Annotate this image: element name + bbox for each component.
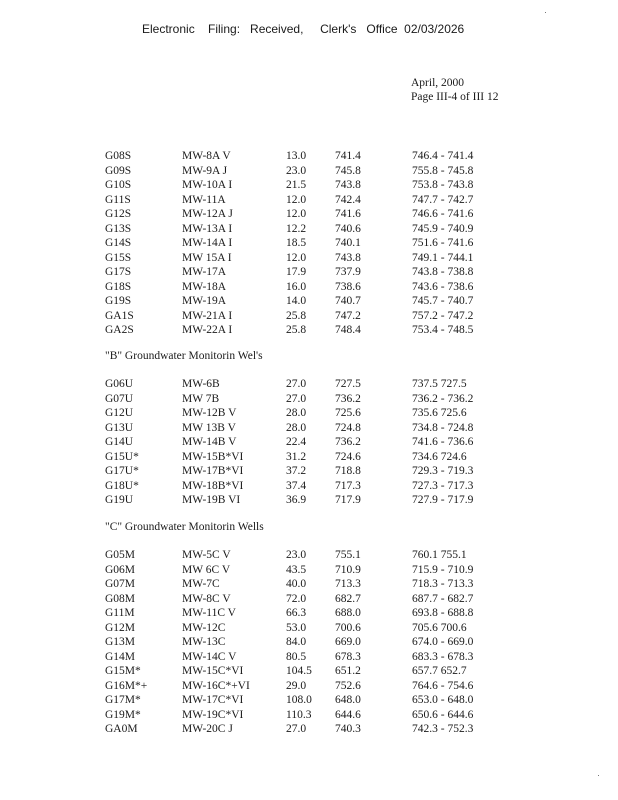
well-name: MW-6B xyxy=(182,378,220,390)
depth-value: 17.9 xyxy=(286,266,307,278)
well-id: G16M*+ xyxy=(105,679,148,692)
electronic-filing-stamp: Electronic Filing: Received, Clerk's Office 02/03/2026 xyxy=(142,22,465,36)
elevation-value: 644.6 xyxy=(335,708,361,721)
depth-value: 27.0 xyxy=(286,378,307,390)
elevation-value: 718.8 xyxy=(335,465,361,477)
depth-value: 23.0 xyxy=(286,164,307,177)
screen-range: 693.8 - 688.8 xyxy=(412,607,474,619)
depth-value: 18.5 xyxy=(286,237,307,249)
depth-value: 12.2 xyxy=(286,222,307,235)
table-row xyxy=(0,548,618,562)
well-name: MW 7B xyxy=(182,392,220,405)
well-id: G08S xyxy=(105,150,132,162)
table-row xyxy=(0,606,618,620)
screen-range: 753.4 - 748.5 xyxy=(412,324,474,336)
screen-range: 755.8 - 745.8 xyxy=(412,164,474,177)
table-row xyxy=(0,563,618,577)
table-row xyxy=(0,294,618,308)
well-id: G17M* xyxy=(105,694,141,706)
elevation-value: 740.1 xyxy=(335,237,361,249)
screen-range: 736.2 - 736.2 xyxy=(412,392,474,405)
elevation-value: 717.3 xyxy=(335,479,361,492)
depth-value: 104.5 xyxy=(286,665,312,677)
elevation-value: 755.1 xyxy=(335,549,361,561)
table-row xyxy=(0,406,618,420)
table-row xyxy=(0,280,618,294)
depth-value: 27.0 xyxy=(286,392,307,405)
depth-value: 12.0 xyxy=(286,193,307,206)
screen-range: 737.5 727.5 xyxy=(412,378,467,390)
elevation-value: 710.9 xyxy=(335,563,361,576)
well-id: G15M* xyxy=(105,665,141,677)
section-title: "B" Groundwater Monitorin Wel's xyxy=(105,350,263,362)
well-id: G18S xyxy=(105,280,132,293)
well-id: G07M xyxy=(105,578,136,590)
well-id: G15U* xyxy=(105,450,139,463)
depth-value: 80.5 xyxy=(286,650,307,663)
well-name: MW-11A xyxy=(182,193,226,206)
well-name: MW-8A V xyxy=(182,150,231,162)
elevation-value: 678.3 xyxy=(335,650,361,663)
elevation-value: 752.6 xyxy=(335,679,361,692)
table-row xyxy=(0,265,618,279)
screen-range: 729.3 - 719.3 xyxy=(412,465,474,477)
depth-value: 66.3 xyxy=(286,607,307,619)
well-name: MW-16C*+VI xyxy=(182,679,250,692)
table-row xyxy=(0,450,618,464)
well-id: G09S xyxy=(105,164,132,177)
depth-value: 43.5 xyxy=(286,563,307,576)
well-name: MW-17A xyxy=(182,266,227,278)
well-id: G13S xyxy=(105,222,132,235)
screen-range: 687.7 - 682.7 xyxy=(412,592,474,605)
elevation-value: 741.6 xyxy=(335,208,361,220)
well-name: MW-19B VI xyxy=(182,494,241,506)
table-row xyxy=(0,621,618,635)
well-name: MW-10A I xyxy=(182,179,233,191)
elevation-value: 742.4 xyxy=(335,193,361,206)
screen-range: 653.0 - 648.0 xyxy=(412,694,474,706)
well-id: G06M xyxy=(105,563,136,576)
elevation-value: 743.8 xyxy=(335,179,361,191)
table-row xyxy=(0,149,618,163)
depth-value: 40.0 xyxy=(286,578,307,590)
scan-speck xyxy=(545,12,546,13)
screen-range: 746.4 - 741.4 xyxy=(412,150,474,162)
page-number: Page III-4 of III 12 xyxy=(411,91,499,103)
well-name: MW-22A I xyxy=(182,324,233,336)
screen-range: 650.6 - 644.6 xyxy=(412,708,474,721)
well-name: MW-15C*VI xyxy=(182,665,244,677)
well-id: GA2S xyxy=(105,324,134,336)
elevation-value: 725.6 xyxy=(335,407,361,419)
well-id: G18U* xyxy=(105,479,139,492)
depth-value: 13.0 xyxy=(286,150,307,162)
well-name: MW-14C V xyxy=(182,650,237,663)
well-id: G10S xyxy=(105,179,132,191)
table-row xyxy=(0,164,618,178)
depth-value: 72.0 xyxy=(286,592,307,605)
well-id: G13U xyxy=(105,421,134,434)
screen-range: 743.8 - 738.8 xyxy=(412,266,474,278)
screen-range: 657.7 652.7 xyxy=(412,665,467,677)
well-name: MW-5C V xyxy=(182,549,231,561)
table-row xyxy=(0,693,618,707)
screen-range: 718.3 - 713.3 xyxy=(412,578,474,590)
well-name: MW-9A J xyxy=(182,164,228,177)
depth-value: 25.8 xyxy=(286,309,307,322)
elevation-value: 743.8 xyxy=(335,251,361,264)
screen-range: 751.6 - 741.6 xyxy=(412,237,474,249)
screen-range: 734.8 - 724.8 xyxy=(412,421,474,434)
depth-value: 37.4 xyxy=(286,479,307,492)
elevation-value: 700.6 xyxy=(335,621,361,634)
elevation-value: 724.8 xyxy=(335,421,361,434)
elevation-value: 745.8 xyxy=(335,164,361,177)
table-row xyxy=(0,236,618,250)
elevation-value: 737.9 xyxy=(335,266,361,278)
depth-value: 31.2 xyxy=(286,450,307,463)
well-name: MW-13A I xyxy=(182,222,233,235)
depth-value: 28.0 xyxy=(286,421,307,434)
well-name: MW 15A I xyxy=(182,251,232,264)
well-id: G06U xyxy=(105,378,134,390)
elevation-value: 648.0 xyxy=(335,694,361,706)
depth-value: 12.0 xyxy=(286,208,307,220)
table-row xyxy=(0,309,618,323)
well-id: G19S xyxy=(105,295,132,307)
table-row xyxy=(0,479,618,493)
table-row xyxy=(0,708,618,722)
screen-range: 747.7 - 742.7 xyxy=(412,193,474,206)
well-id: G14S xyxy=(105,237,132,249)
well-name: MW-17B*VI xyxy=(182,465,244,477)
screen-range: 749.1 - 744.1 xyxy=(412,251,474,264)
well-name: MW-19C*VI xyxy=(182,708,244,721)
elevation-value: 669.0 xyxy=(335,636,361,648)
elevation-value: 741.4 xyxy=(335,150,361,162)
depth-value: 110.3 xyxy=(286,708,312,721)
table-row xyxy=(0,222,618,236)
well-name: MW-8C V xyxy=(182,592,231,605)
well-id: G11S xyxy=(105,193,131,206)
depth-value: 29.0 xyxy=(286,679,307,692)
elevation-value: 740.7 xyxy=(335,295,361,307)
depth-value: 14.0 xyxy=(286,295,307,307)
well-name: MW-13C xyxy=(182,636,226,648)
well-id: G12M xyxy=(105,621,136,634)
screen-range: 743.6 - 738.6 xyxy=(412,280,474,293)
well-name: MW-19A xyxy=(182,295,227,307)
well-name: MW-21A I xyxy=(182,309,233,322)
depth-value: 23.0 xyxy=(286,549,307,561)
screen-range: 715.9 - 710.9 xyxy=(412,563,474,576)
table-row xyxy=(0,493,618,507)
section-title: "C" Groundwater Monitorin Wells xyxy=(105,521,264,533)
depth-value: 16.0 xyxy=(286,280,307,293)
table-row xyxy=(0,664,618,678)
table-row xyxy=(0,207,618,221)
depth-value: 22.4 xyxy=(286,436,307,448)
depth-value: 84.0 xyxy=(286,636,307,648)
screen-range: 674.0 - 669.0 xyxy=(412,636,474,648)
document-date: April, 2000 xyxy=(411,77,465,89)
elevation-value: 727.5 xyxy=(335,378,361,390)
well-name: MW 6C V xyxy=(182,563,231,576)
depth-value: 25.8 xyxy=(286,324,307,336)
well-name: MW-17C*VI xyxy=(182,694,244,706)
elevation-value: 724.6 xyxy=(335,450,361,463)
screen-range: 764.6 - 754.6 xyxy=(412,679,474,692)
table-row xyxy=(0,421,618,435)
depth-value: 108.0 xyxy=(286,694,312,706)
depth-value: 21.5 xyxy=(286,179,307,191)
elevation-value: 736.2 xyxy=(335,392,361,405)
well-name: MW 13B V xyxy=(182,421,236,434)
depth-value: 36.9 xyxy=(286,494,307,506)
depth-value: 27.0 xyxy=(286,723,307,735)
depth-value: 12.0 xyxy=(286,251,307,264)
screen-range: 745.9 - 740.9 xyxy=(412,222,474,235)
well-name: MW-15B*VI xyxy=(182,450,244,463)
screen-range: 753.8 - 743.8 xyxy=(412,179,474,191)
screen-range: 683.3 - 678.3 xyxy=(412,650,474,663)
well-name: MW-7C xyxy=(182,578,220,590)
depth-value: 53.0 xyxy=(286,621,307,634)
well-id: G11M xyxy=(105,607,135,619)
table-row xyxy=(0,635,618,649)
well-name: MW-11C V xyxy=(182,607,236,619)
screen-range: 760.1 755.1 xyxy=(412,549,467,561)
well-id: G17S xyxy=(105,266,132,278)
well-id: G14U xyxy=(105,436,134,448)
elevation-value: 738.6 xyxy=(335,280,361,293)
scan-speck xyxy=(598,775,599,776)
elevation-value: 717.9 xyxy=(335,494,361,506)
elevation-value: 713.3 xyxy=(335,578,361,590)
table-row xyxy=(0,251,618,265)
table-row xyxy=(0,323,618,337)
depth-value: 37.2 xyxy=(286,465,307,477)
table-row xyxy=(0,577,618,591)
well-id: G19U xyxy=(105,494,134,506)
elevation-value: 748.4 xyxy=(335,324,361,336)
screen-range: 741.6 - 736.6 xyxy=(412,436,474,448)
screen-range: 727.3 - 717.3 xyxy=(412,479,474,492)
elevation-value: 688.0 xyxy=(335,607,361,619)
well-name: MW-12A J xyxy=(182,208,233,220)
well-name: MW-18B*VI xyxy=(182,479,244,492)
table-row xyxy=(0,722,618,736)
well-id: GA0M xyxy=(105,723,138,735)
screen-range: 727.9 - 717.9 xyxy=(412,494,474,506)
well-id: G05M xyxy=(105,549,136,561)
well-id: G12U xyxy=(105,407,134,419)
table-row xyxy=(0,377,618,391)
well-name: MW-14B V xyxy=(182,436,237,448)
screen-range: 742.3 - 752.3 xyxy=(412,723,474,735)
table-row xyxy=(0,193,618,207)
well-name: MW-20C J xyxy=(182,723,233,735)
table-row xyxy=(0,679,618,693)
well-id: GA1S xyxy=(105,309,134,322)
well-id: G15S xyxy=(105,251,132,264)
well-name: MW-18A xyxy=(182,280,227,293)
screen-range: 757.2 - 747.2 xyxy=(412,309,474,322)
well-id: G07U xyxy=(105,392,134,405)
screen-range: 745.7 - 740.7 xyxy=(412,295,474,307)
screen-range: 735.6 725.6 xyxy=(412,407,467,419)
elevation-value: 651.2 xyxy=(335,665,361,677)
elevation-value: 736.2 xyxy=(335,436,361,448)
well-name: MW-14A I xyxy=(182,237,233,249)
table-row xyxy=(0,464,618,478)
elevation-value: 740.6 xyxy=(335,222,361,235)
well-id: G08M xyxy=(105,592,136,605)
depth-value: 28.0 xyxy=(286,407,307,419)
table-row xyxy=(0,592,618,606)
well-id: G19M* xyxy=(105,708,141,721)
well-id: G14M xyxy=(105,650,136,663)
elevation-value: 682.7 xyxy=(335,592,361,605)
screen-range: 705.6 700.6 xyxy=(412,621,467,634)
table-row xyxy=(0,178,618,192)
screen-range: 734.6 724.6 xyxy=(412,450,467,463)
elevation-value: 747.2 xyxy=(335,309,361,322)
elevation-value: 740.3 xyxy=(335,723,361,735)
screen-range: 746.6 - 741.6 xyxy=(412,208,474,220)
well-name: MW-12C xyxy=(182,621,226,634)
table-row xyxy=(0,650,618,664)
well-id: G13M xyxy=(105,636,136,648)
well-name: MW-12B V xyxy=(182,407,237,419)
table-row xyxy=(0,392,618,406)
well-id: G12S xyxy=(105,208,132,220)
well-id: G17U* xyxy=(105,465,139,477)
table-row xyxy=(0,435,618,449)
